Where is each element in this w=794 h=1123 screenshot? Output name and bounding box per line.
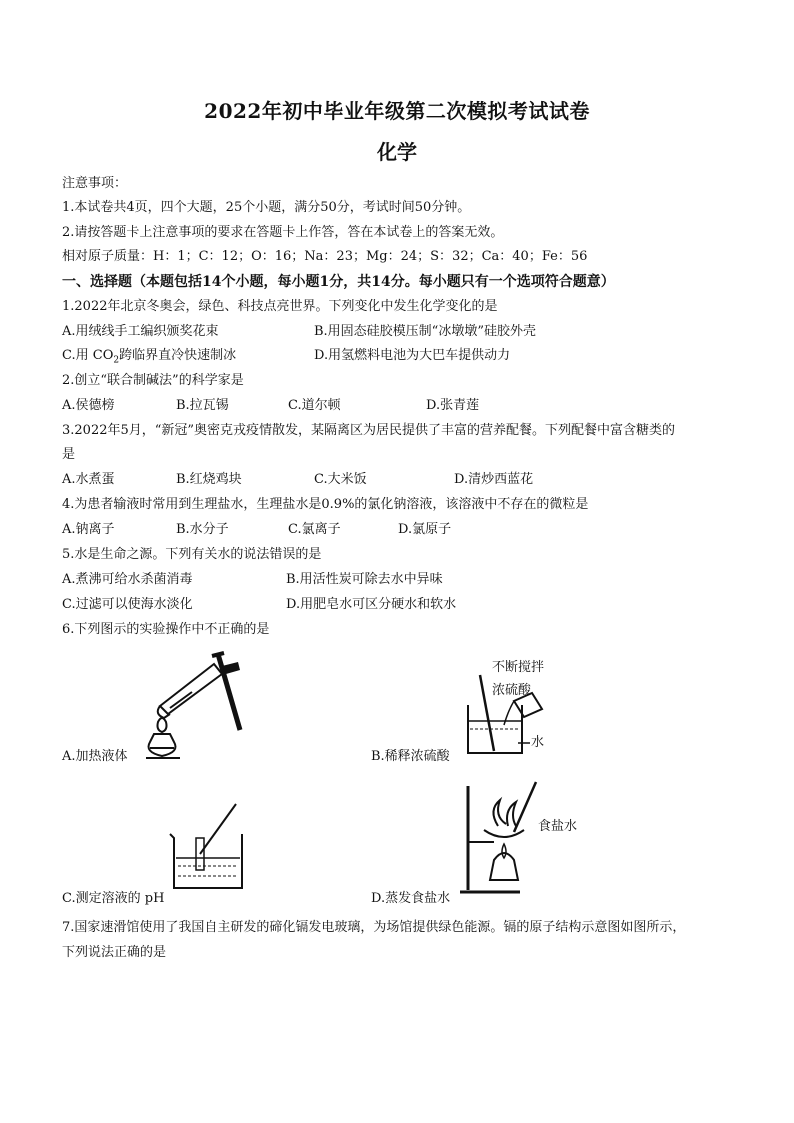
q7-stem-line2: 下列说法正确的是 [62,945,167,960]
fig-b-label-stir: 不断搅拌 [492,660,545,675]
q6-option-a: A.加热液体 [62,749,128,764]
q4-option-c: C.氯离子 [288,522,341,537]
q3-option-d: D.清炒西蓝花 [454,472,534,487]
q2-option-a: A.侯德榜 [62,398,115,413]
fig-b-label-acid: 浓硫酸 [492,683,532,698]
q4-stem: 4.为患者输液时常用到生理盐水，生理盐水是0.9%的氯化钠溶液，该溶液中不存在的微粒是 [62,497,589,512]
notes-item-1: 1.本试卷共4页，四个大题，25个小题，满分50分，考试时间50分钟。 [62,200,471,215]
q6-stem: 6.下列图示的实验操作中不正确的是 [62,622,270,637]
q3-stem-line1: 3.2022年5月，“新冠”奥密克戎疫情散发，某隔离区为居民提供了丰富的营养配餐。下列配餐中富含糖类的 [62,423,676,438]
fig-heating-liquid [140,648,260,764]
notes-item-2: 2.请按答题卡上注意事项的要求在答题卡上作答，答在本试卷上的答案无效。 [62,225,504,240]
q1-option-d: D.用氢燃料电池为大巴车提供动力 [314,348,511,363]
q7-stem-line1: 7.国家速滑馆使用了我国自主研发的碲化镉发电玻璃，为场馆提供绿色能源。镉的原子结构示意图如图所示， [62,920,686,935]
q4-option-d: D.氯原子 [398,522,452,537]
q6-option-c: C.测定溶液的 pH [62,891,165,906]
q3-option-b: B.红烧鸡块 [176,472,242,487]
fig-evaporating-saltwater [458,780,550,898]
q6-option-d: D.蒸发食盐水 [371,891,451,906]
q5-option-a: A.煮沸可给水杀菌消毒 [62,572,193,587]
q1-stem: 1.2022年北京冬奥会，绿色、科技点亮世界。下列变化中发生化学变化的是 [62,299,498,314]
q2-option-d: D.张青莲 [426,398,480,413]
q4-option-a: A.钠离子 [62,522,115,537]
exam-subject: 化学 [377,140,417,164]
q3-option-c: C.大米饭 [314,472,367,487]
q3-stem-line2: 是 [62,447,76,462]
section1-heading: 一、选择题（本题包括14个小题，每小题1分，共14分。每小题只有一个选项符合题意） [62,274,615,290]
q5-option-c: C.过滤可以使海水淡化 [62,597,193,612]
q2-option-c: C.道尔顿 [288,398,341,413]
q5-stem: 5.水是生命之源。下列有关水的说法错误的是 [62,547,322,562]
q5-option-d: D.用肥皂水可区分硬水和软水 [286,597,457,612]
exam-title: 2022年初中毕业年级第二次模拟考试试卷 [204,99,590,123]
q6-option-b: B.稀释浓硫酸 [371,749,450,764]
q1-option-c: C.用 $CO_2$跨临界直冷快速制冰 [62,348,237,366]
atomic-masses: 相对原子质量：H：1；C：12；O：16；Na：23；Mg：24；S：32；Ca：40；Fe：56 [62,249,588,264]
q4-option-b: B.水分子 [176,522,229,537]
q3-option-a: A.水煮蛋 [62,472,115,487]
fig-b-label-water: 水 [531,735,545,750]
q2-option-b: B.拉瓦锡 [176,398,229,413]
fig-measuring-ph [164,800,254,894]
q1-option-b: B.用固态硅胶模压制“冰墩墩”硅胶外壳 [314,324,536,339]
q2-stem: 2.创立“联合制碱法”的科学家是 [62,373,244,388]
q1-option-a: A.用绒线手工编织颁奖花束 [62,324,219,339]
q5-option-b: B.用活性炭可除去水中异味 [286,572,443,587]
fig-d-label-saltwater: 食盐水 [538,819,578,834]
notes-header: 注意事项： [62,176,128,191]
